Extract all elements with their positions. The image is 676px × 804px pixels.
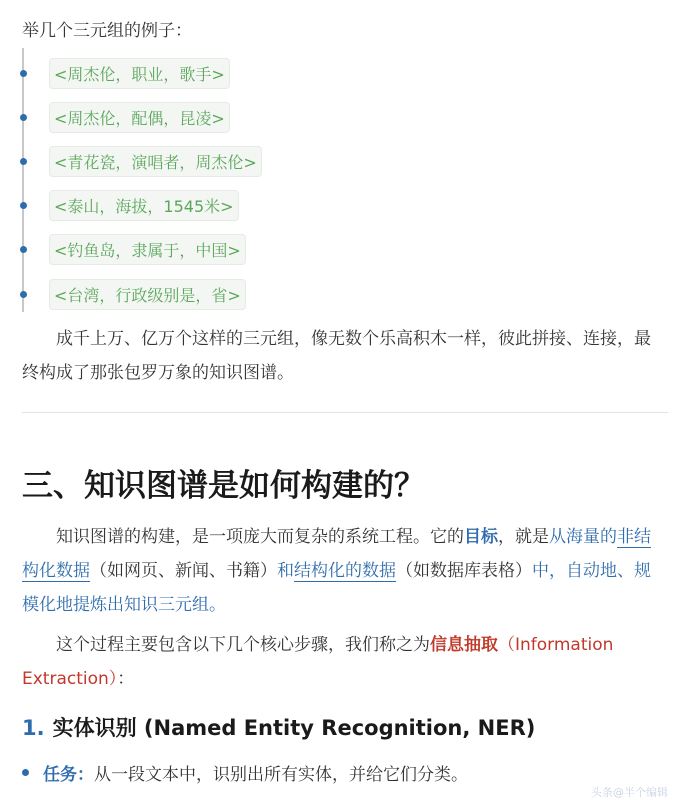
task-item	[22, 760, 468, 785]
triple-item	[20, 102, 230, 132]
text-segment: （如网页、新闻、书籍）	[90, 561, 277, 581]
triple-item	[20, 234, 246, 264]
bullet-dot	[20, 291, 27, 298]
bullet-dot	[20, 246, 27, 253]
info-extraction-english: （Information Extraction）	[22, 635, 614, 689]
text-segment: 这个过程主要包含以下几个核心步骤，我们称之为	[56, 635, 430, 655]
link-extract-triples[interactable]: 中，自动地、规模化地提炼出知识三元组。	[22, 561, 651, 615]
bullet-dot	[20, 158, 27, 165]
step-title: 实体识别 (Named Entity Recognition, NER)	[52, 716, 536, 740]
triple-item	[20, 146, 262, 176]
section-heading: 三、知识图谱是如何构建的？	[22, 468, 425, 504]
text-segment: ：	[117, 669, 135, 689]
triple-item	[20, 190, 239, 220]
paragraph-steps	[22, 628, 656, 696]
link-unstructured-data[interactable]: 非结构化数据	[22, 527, 651, 581]
paragraph-construction	[22, 520, 656, 622]
triple-item	[20, 58, 230, 88]
goal-highlight: 目标	[464, 527, 498, 547]
info-extraction-term: 信息抽取	[430, 635, 498, 655]
triple-item	[20, 279, 246, 309]
triple-code: <周杰伦，配偶，昆凌>	[49, 102, 230, 133]
task-label: 任务：	[43, 765, 94, 785]
intro-text: 举几个三元组的例子：	[22, 21, 192, 41]
bullet-dot	[20, 70, 27, 77]
triple-code: <周杰伦，职业，歌手>	[49, 58, 230, 89]
triple-code: <钓鱼岛，隶属于，中国>	[49, 234, 246, 265]
bullet-dot	[20, 202, 27, 209]
subsection-heading	[22, 712, 535, 742]
text-segment: 知识图谱的构建，是一项庞大而复杂的系统工程。它的	[56, 527, 464, 547]
paragraph-lego	[22, 322, 656, 390]
triple-code: <台湾，行政级别是，省>	[49, 279, 246, 310]
bullet-dot	[20, 114, 27, 121]
text-segment: ，就是	[498, 527, 549, 547]
link-structured-data[interactable]: 结构化的数据	[294, 561, 396, 581]
triple-code: <青花瓷，演唱者，周杰伦>	[49, 146, 262, 177]
triple-code: <泰山，海拔，1545米>	[49, 190, 239, 221]
bullet-dot	[22, 769, 29, 776]
paragraph-lego-text: 成千上万、亿万个这样的三元组，像无数个乐高积木一样，彼此拼接、连接，最终构成了那张包罗万象的知识图谱。	[22, 329, 651, 383]
link-from-massive[interactable]: 从海量的	[549, 527, 617, 547]
link-and[interactable]: 和	[277, 561, 294, 581]
text-segment: （如数据库表格）	[396, 561, 532, 581]
divider	[22, 412, 668, 413]
step-number: 1.	[22, 716, 45, 740]
watermark: 头条@半个编辑	[591, 786, 668, 799]
task-text: 从一段文本中，识别出所有实体，并给它们分类。	[94, 765, 468, 785]
